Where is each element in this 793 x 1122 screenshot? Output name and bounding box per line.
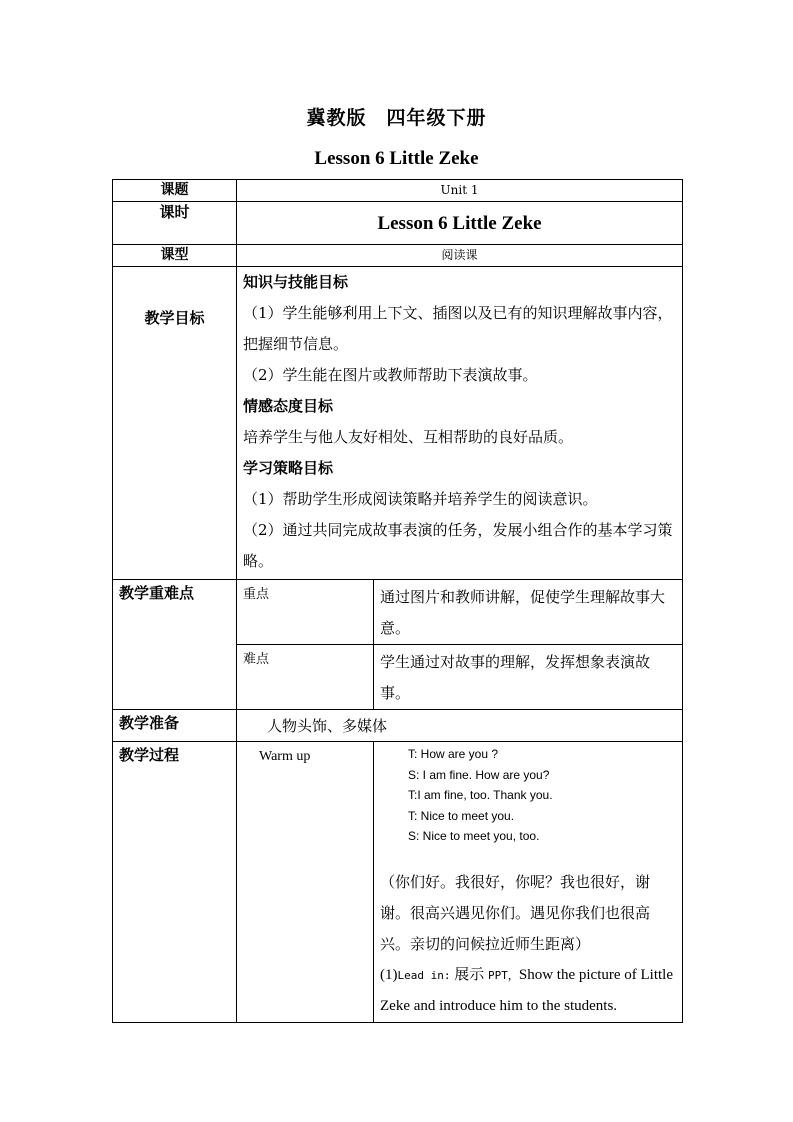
lead-in-prefix: (1) (380, 966, 398, 983)
process-label: 教学过程 (113, 742, 237, 1023)
row-period (113, 202, 683, 245)
process-stage: Warm up (237, 742, 374, 1023)
warmup-note: （你们好。我很好，你呢？我也很好，谢谢。很高兴遇见你们。遇见你我们也很高兴。亲切的问候拉近师生距离） (380, 872, 651, 953)
row-type (113, 245, 683, 267)
strategy-item: （2）通过共同完成故事表演的任务，发展小组合作的基本学习策略。 (243, 521, 673, 570)
key-points-label: 教学重难点 (113, 580, 237, 710)
process-content (374, 742, 683, 1023)
topic-label: 课题 (113, 180, 237, 202)
preparation-label: 教学准备 (113, 710, 237, 742)
knowledge-item: （1）学生能够利用上下文、插图以及已有的知识理解故事内容，把握细节信息。 (243, 304, 673, 353)
row-preparation (113, 710, 683, 742)
topic-value: Unit 1 (237, 180, 683, 202)
type-value: 阅读课 (237, 245, 683, 267)
emotion-heading: 情感态度目标 (243, 397, 334, 415)
lead-in-en: Show the picture of Little Zeke and introduce him to the students. (380, 966, 674, 1014)
row-objectives (113, 267, 683, 580)
dialogue-line: T: How are you ? (408, 747, 499, 761)
emotion-text: 培养学生与他人友好相处、互相帮助的良好品质。 (243, 428, 574, 446)
period-label: 课时 (113, 202, 237, 245)
lead-in-text (380, 960, 678, 1022)
objectives-content (237, 267, 683, 580)
row-process (113, 742, 683, 1023)
focus-text: 通过图片和教师讲解，促使学生理解故事大意。 (374, 580, 683, 645)
difficulty-label: 难点 (237, 645, 374, 710)
row-topic (113, 180, 683, 202)
warmup-dialogue (380, 744, 678, 847)
preparation-value: 人物头饰、多媒体 (237, 710, 683, 742)
period-value: Lesson 6 Little Zeke (237, 202, 683, 245)
row-focus (113, 580, 683, 645)
difficulty-text: 学生通过对故事的理解，发挥想象表演故事。 (374, 645, 683, 710)
dialogue-line: T: Nice to meet you. (408, 808, 515, 823)
dialogue-line: T:I am fine, too. Thank you. (408, 788, 553, 802)
knowledge-item: （2）学生能在图片或教师帮助下表演故事。 (243, 366, 538, 384)
lead-in-ppt: PPT， (488, 968, 519, 982)
type-label: 课型 (113, 245, 237, 267)
strategy-heading: 学习策略目标 (243, 459, 334, 477)
document-subtitle: Lesson 6 Little Zeke (314, 148, 479, 169)
lead-in-code: Lead in: (397, 968, 451, 982)
knowledge-heading: 知识与技能目标 (243, 273, 349, 291)
document-title: 冀教版 四年级下册 (306, 107, 487, 129)
lesson-plan-table (112, 179, 683, 1023)
strategy-item: （1）帮助学生形成阅读策略并培养学生的阅读意识。 (243, 490, 598, 508)
objectives-label: 教学目标 (113, 267, 237, 580)
dialogue-line: S: I am fine. How are you? (408, 767, 550, 782)
focus-label: 重点 (237, 580, 374, 645)
dialogue-line: S: Nice to meet you, too. (408, 829, 540, 843)
lead-in-cn: 展示 (454, 966, 485, 983)
